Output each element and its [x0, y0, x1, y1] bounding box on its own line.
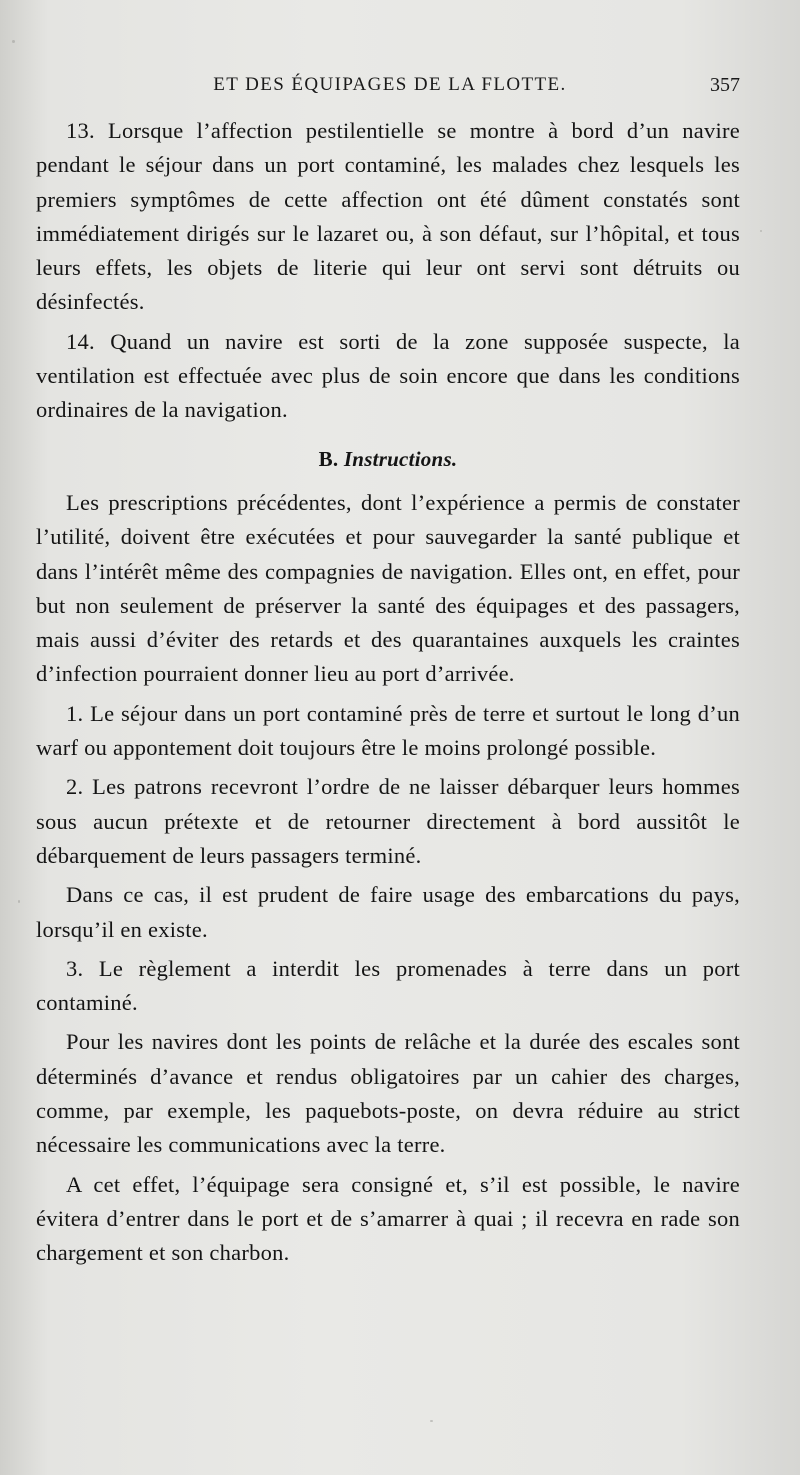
section-letter: B. [318, 446, 339, 471]
paragraph-intro: Les prescriptions précédentes, dont l’expérience a permis de constater l’utilité, doivent être exécutées et pour sauvegarder la santé publique et dans l’intérêt même des compagnies de navigation. Elles ont, en effet, pour but non seulement de préserver la santé des équipages et des passagers, mais aussi d’éviter des retards et des quarantaines auxquels les craintes d’infection pourraient donner lieu au port d’arrivée. [36, 489, 740, 687]
body-text [36, 114, 740, 1271]
section-title: Instructions. [343, 446, 458, 471]
paper-speckle [430, 1420, 433, 1422]
paragraph-14: 14. Quand un navire est sorti de la zone supposée suspecte, la ventilation est effectuée avec plus de soin encore que dans les conditions ordinaires de la navigation. [36, 328, 740, 423]
paragraph-crew-confined: A cet effet, l’équipage sera consigné et, s’il est possible, le navire évitera d’entrer dans le port et de s’amarrer à quai ; il recevra en rade son chargement et son charbon. [36, 1171, 740, 1266]
paper-speckle [12, 40, 15, 43]
paragraph-item-1: 1. Le séjour dans un port contaminé près de terre et surtout le long d’un warf ou appontement doit toujours être le moins prolongé possible. [36, 700, 740, 761]
paragraph-item-2: 2. Les patrons recevront l’ordre de ne laisser débarquer leurs hommes sous aucun prétexte et de retourner directement à bord aussitôt le débarquement de leurs passagers terminé. [36, 774, 740, 868]
paper-speckle [18, 900, 20, 903]
paper-speckle [760, 230, 762, 232]
paragraph-13: 13. Lorsque l’affection pestilentielle se montre à bord d’un navire pendant le séjour dans un port contaminé, les malades chez lesquels les premiers symptômes de cette affection ont été dûment constatés sont immédiatement dirigés sur le lazaret ou, à son défaut, sur l’hôpital, et tous leurs effets, les objets de literie qui leur ont servi sont détruits ou désinfectés. [36, 118, 740, 315]
running-head: ET DES ÉQUIPAGES DE LA FLOTTE. [213, 74, 567, 95]
paragraph-note-boats: Dans ce cas, il est prudent de faire usage des embarcations du pays, lorsqu’il en existe. [36, 882, 740, 942]
paragraph-scheduled-ships: Pour les navires dont les points de relâche et la durée des escales sont déterminés d’avance et rendus obligatoires par un cahier des charges, comme, par exemple, les paquebots-poste, on devra réduire au strict nécessaire les communications avec la terre. [36, 1029, 740, 1158]
page-number: 357 [710, 74, 740, 96]
page-header [40, 74, 740, 102]
section-heading [36, 442, 740, 476]
paragraph-item-3: 3. Le règlement a interdit les promenades à terre dans un port contaminé. [36, 955, 740, 1016]
